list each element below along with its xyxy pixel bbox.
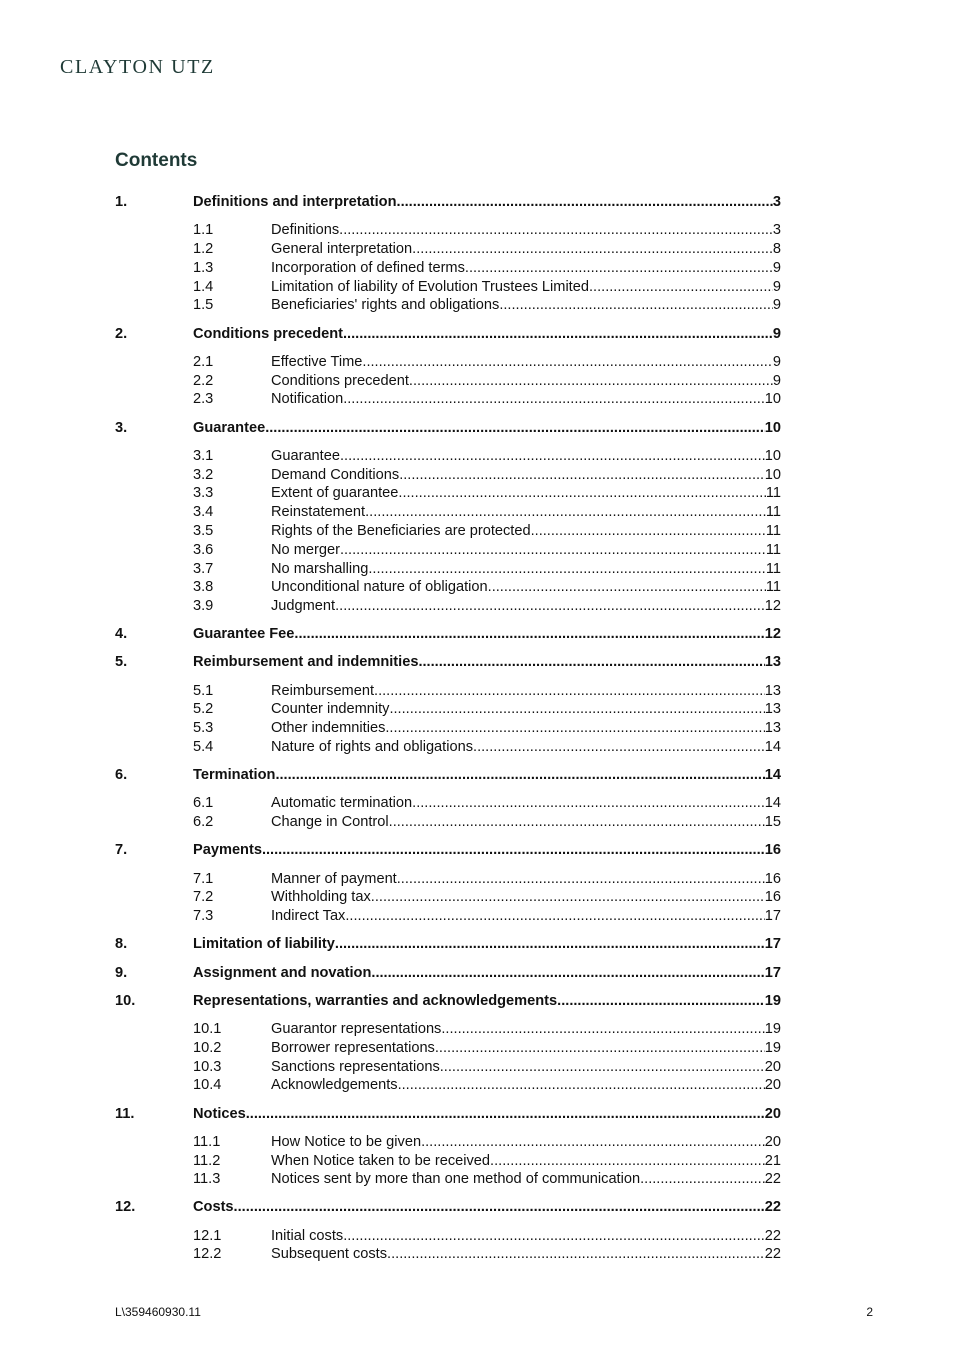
subsection-title: Withholding tax — [271, 889, 371, 906]
toc-subsection-entry[interactable] — [115, 1039, 781, 1058]
dot-leader — [465, 259, 773, 278]
dot-leader — [365, 503, 766, 522]
subsection-title: Acknowledgements — [271, 1077, 398, 1094]
toc-section-entry[interactable] — [115, 766, 781, 785]
subsection-page-number: 8 — [772, 240, 781, 257]
section-title: Assignment and novation — [193, 964, 372, 981]
section-number: 7. — [115, 842, 128, 859]
section-page-number: 10 — [764, 419, 781, 436]
subsection-number: 11.1 — [193, 1133, 221, 1150]
subsection-page-number: 9 — [772, 278, 781, 295]
subsection-title: Limitation of liability of Evolution Trustees Limited — [271, 278, 589, 295]
subsection-title: Borrower representations — [271, 1039, 435, 1056]
subsection-number: 3.4 — [193, 504, 214, 521]
subsection-title: General interpretation — [271, 240, 413, 257]
dot-leader — [557, 992, 765, 1011]
toc-subsection-entry[interactable] — [115, 682, 781, 701]
subsection-title: Initial costs — [271, 1227, 344, 1244]
dot-leader — [397, 870, 765, 889]
subsection-page-number: 9 — [772, 353, 781, 370]
subsection-number: 3.9 — [193, 598, 214, 615]
contents-heading: Contents — [115, 150, 198, 171]
subsection-title: Notification — [271, 391, 344, 408]
subsection-page-number: 11 — [765, 560, 781, 577]
subsection-page-number: 15 — [764, 814, 781, 831]
dot-leader — [441, 1020, 764, 1039]
page-number: 2 — [866, 1305, 873, 1319]
subsection-title: Subsequent costs — [271, 1246, 388, 1263]
subsection-page-number: 11 — [765, 522, 781, 539]
dot-leader — [374, 682, 765, 701]
section-number: 11. — [115, 1105, 135, 1122]
subsection-title: How Notice to be given — [271, 1133, 422, 1150]
toc-section-entry[interactable] — [115, 625, 781, 644]
section-number: 2. — [115, 325, 128, 342]
subsection-number: 3.6 — [193, 541, 214, 558]
subsection-page-number: 12 — [764, 598, 781, 615]
dot-leader — [398, 1076, 765, 1095]
dot-leader — [435, 1039, 765, 1058]
subsection-page-number: 14 — [764, 795, 781, 812]
toc-subsection-entry[interactable] — [115, 466, 781, 485]
subsection-number: 2.1 — [193, 353, 214, 370]
dot-leader — [335, 597, 765, 616]
toc-subsection-entry[interactable] — [115, 259, 781, 278]
dot-leader — [589, 278, 773, 297]
toc-subsection-entry[interactable] — [115, 597, 781, 616]
subsection-number: 5.2 — [193, 701, 214, 718]
toc-subsection-entry[interactable] — [115, 541, 781, 560]
subsection-page-number: 20 — [764, 1077, 781, 1094]
subsection-number: 10.4 — [193, 1077, 222, 1094]
dot-leader — [262, 841, 765, 860]
dot-leader — [398, 484, 765, 503]
document-reference: L\359460930.11 — [115, 1305, 201, 1319]
toc-section-entry[interactable] — [115, 1198, 781, 1217]
dot-leader — [385, 719, 764, 738]
toc-subsection-entry[interactable] — [115, 1133, 781, 1152]
dot-leader — [340, 447, 765, 466]
toc-subsection-entry[interactable] — [115, 278, 781, 297]
subsection-number: 1.2 — [193, 240, 214, 257]
section-title: Representations, warranties and acknowledgements — [193, 992, 558, 1009]
dot-leader — [412, 794, 765, 813]
section-page-number: 12 — [764, 626, 781, 643]
subsection-page-number: 19 — [764, 1039, 781, 1056]
dot-leader — [399, 466, 765, 485]
subsection-title: Unconditional nature of obligation — [271, 579, 488, 596]
subsection-title: Incorporation of defined terms — [271, 259, 465, 276]
subsection-page-number: 10 — [764, 391, 781, 408]
toc-subsection-entry[interactable] — [115, 1152, 781, 1171]
subsection-page-number: 13 — [764, 701, 781, 718]
subsection-number: 1.4 — [193, 278, 214, 295]
dot-leader — [389, 700, 764, 719]
section-number: 8. — [115, 936, 128, 953]
toc-subsection-entry[interactable] — [115, 503, 781, 522]
toc-subsection-entry[interactable] — [115, 1245, 781, 1264]
section-title: Guarantee — [193, 419, 266, 436]
subsection-number: 5.3 — [193, 720, 214, 737]
subsection-title: No marshalling — [271, 560, 369, 577]
subsection-number: 11.2 — [193, 1152, 221, 1169]
subsection-page-number: 13 — [764, 682, 781, 699]
section-title: Notices — [193, 1105, 246, 1122]
subsection-number: 3.2 — [193, 466, 214, 483]
toc-subsection-entry[interactable] — [115, 1227, 781, 1246]
section-title: Guarantee Fee — [193, 626, 295, 643]
toc-section-entry[interactable] — [115, 964, 781, 983]
section-page-number: 19 — [764, 992, 781, 1009]
dot-leader — [397, 193, 773, 212]
subsection-title: Definitions — [271, 222, 340, 239]
dot-leader — [371, 964, 764, 983]
toc-subsection-entry[interactable] — [115, 522, 781, 541]
subsection-title: Other indemnities — [271, 720, 386, 737]
subsection-title: Notices sent by more than one method of communication — [271, 1171, 641, 1188]
section-title: Conditions precedent — [193, 325, 343, 342]
section-page-number: 20 — [764, 1105, 781, 1122]
dot-leader — [490, 1152, 765, 1171]
dot-leader — [335, 935, 765, 954]
dot-leader — [368, 560, 766, 579]
subsection-title: Automatic termination — [271, 795, 413, 812]
subsection-page-number: 16 — [764, 889, 781, 906]
section-page-number: 17 — [764, 936, 781, 953]
section-number: 5. — [115, 654, 128, 671]
subsection-page-number: 3 — [772, 222, 781, 239]
toc-subsection-entry[interactable] — [115, 794, 781, 813]
dot-leader — [389, 813, 765, 832]
subsection-number: 12.2 — [193, 1246, 222, 1263]
toc-subsection-entry[interactable] — [115, 372, 781, 391]
toc-subsection-entry[interactable] — [115, 390, 781, 409]
dot-leader — [343, 325, 773, 344]
subsection-title: Guarantee — [271, 447, 340, 464]
section-number: 6. — [115, 767, 128, 784]
section-number: 10. — [115, 992, 136, 1009]
dot-leader — [294, 625, 764, 644]
subsection-number: 7.3 — [193, 908, 214, 925]
subsection-number: 1.1 — [193, 222, 214, 239]
subsection-title: Rights of the Beneficiaries are protected — [271, 522, 531, 539]
subsection-page-number: 22 — [764, 1246, 781, 1263]
dot-leader — [339, 221, 773, 240]
dot-leader — [531, 522, 766, 541]
dot-leader — [362, 353, 772, 372]
subsection-page-number: 19 — [764, 1020, 781, 1037]
section-page-number: 9 — [772, 325, 781, 342]
subsection-page-number: 13 — [764, 720, 781, 737]
dot-leader — [340, 541, 766, 560]
subsection-page-number: 17 — [764, 908, 781, 925]
section-title: Reimbursement and indemnities — [193, 654, 419, 671]
subsection-page-number: 22 — [764, 1171, 781, 1188]
dot-leader — [265, 419, 765, 438]
dot-leader — [440, 1058, 765, 1077]
subsection-title: Guarantor representations — [271, 1020, 442, 1037]
subsection-page-number: 11 — [765, 579, 781, 596]
subsection-page-number: 20 — [764, 1133, 781, 1150]
subsection-title: Reinstatement — [271, 504, 366, 521]
subsection-title: Nature of rights and obligations — [271, 739, 474, 756]
toc-subsection-entry[interactable] — [115, 578, 781, 597]
subsection-title: Conditions precedent — [271, 372, 409, 389]
subsection-title: Change in Control — [271, 814, 389, 831]
subsection-title: Reimbursement — [271, 682, 375, 699]
subsection-page-number: 11 — [765, 541, 781, 558]
subsection-number: 10.2 — [193, 1039, 222, 1056]
subsection-title: Counter indemnity — [271, 701, 390, 718]
subsection-title: No merger — [271, 541, 340, 558]
toc-subsection-entry[interactable] — [115, 353, 781, 372]
subsection-number: 7.2 — [193, 889, 214, 906]
toc-section-entry[interactable] — [115, 935, 781, 954]
dot-leader — [409, 372, 773, 391]
section-title: Payments — [193, 842, 262, 859]
subsection-title: Sanctions representations — [271, 1058, 440, 1075]
toc-section-entry[interactable] — [115, 653, 781, 672]
section-title: Limitation of liability — [193, 936, 335, 953]
subsection-title: Demand Conditions — [271, 466, 400, 483]
section-number: 9. — [115, 964, 128, 981]
subsection-page-number: 9 — [772, 297, 781, 314]
toc-subsection-entry[interactable] — [115, 560, 781, 579]
section-page-number: 14 — [764, 767, 781, 784]
section-number: 1. — [115, 194, 128, 210]
toc-subsection-entry[interactable] — [115, 813, 781, 832]
section-number: 4. — [115, 626, 128, 643]
dot-leader — [499, 296, 773, 315]
subsection-page-number: 9 — [772, 372, 781, 389]
subsection-number: 1.3 — [193, 259, 214, 276]
firm-logo: CLAYTON UTZ — [60, 56, 215, 78]
section-title: Costs — [193, 1199, 234, 1216]
subsection-page-number: 22 — [764, 1227, 781, 1244]
toc-subsection-entry[interactable] — [115, 888, 781, 907]
subsection-page-number: 21 — [764, 1152, 781, 1169]
dot-leader — [234, 1198, 765, 1217]
subsection-page-number: 14 — [764, 739, 781, 756]
toc-section-entry[interactable] — [115, 841, 781, 860]
toc-subsection-entry[interactable] — [115, 1020, 781, 1039]
section-page-number: 22 — [764, 1199, 781, 1216]
dot-leader — [345, 907, 764, 926]
toc-subsection-entry[interactable] — [115, 1076, 781, 1095]
subsection-page-number: 11 — [765, 504, 781, 521]
subsection-title: Beneficiaries' rights and obligations — [271, 297, 500, 314]
subsection-number: 12.1 — [193, 1227, 222, 1244]
toc-subsection-entry[interactable] — [115, 738, 781, 757]
toc-subsection-entry[interactable] — [115, 870, 781, 889]
toc-subsection-entry[interactable] — [115, 447, 781, 466]
dot-leader — [343, 1227, 765, 1246]
toc-subsection-entry[interactable] — [115, 719, 781, 738]
toc-subsection-entry[interactable] — [115, 240, 781, 259]
toc-section-entry[interactable] — [115, 193, 781, 212]
dot-leader — [387, 1245, 765, 1264]
section-number: 3. — [115, 419, 128, 436]
subsection-number: 10.1 — [193, 1020, 222, 1037]
subsection-number: 1.5 — [193, 297, 214, 314]
subsection-number: 7.1 — [193, 870, 214, 887]
section-title: Termination — [193, 767, 276, 784]
dot-leader — [421, 1133, 765, 1152]
subsection-number: 11.3 — [193, 1171, 221, 1188]
dot-leader — [418, 653, 764, 672]
dot-leader — [488, 578, 766, 597]
toc-subsection-entry[interactable] — [115, 907, 781, 926]
toc-subsection-entry[interactable] — [115, 700, 781, 719]
subsection-title: Effective Time — [271, 353, 363, 370]
table-of-contents — [115, 193, 781, 1264]
toc-subsection-entry[interactable] — [115, 484, 781, 503]
subsection-number: 3.5 — [193, 522, 214, 539]
toc-section-entry[interactable] — [115, 1105, 781, 1124]
subsection-number: 10.3 — [193, 1058, 222, 1075]
subsection-number: 3.7 — [193, 560, 214, 577]
subsection-page-number: 20 — [764, 1058, 781, 1075]
toc-subsection-entry[interactable] — [115, 296, 781, 315]
toc-section-entry[interactable] — [115, 992, 781, 1011]
toc-subsection-entry[interactable] — [115, 221, 781, 240]
subsection-page-number: 10 — [764, 447, 781, 464]
subsection-number: 2.3 — [193, 391, 214, 408]
subsection-number: 6.1 — [193, 795, 214, 812]
subsection-title: Indirect Tax — [271, 908, 346, 925]
toc-subsection-entry[interactable] — [115, 1058, 781, 1077]
dot-leader — [343, 390, 765, 409]
section-title: Definitions and interpretation — [193, 194, 397, 210]
toc-section-entry[interactable] — [115, 419, 781, 438]
subsection-page-number: 11 — [765, 485, 781, 502]
dot-leader — [640, 1170, 765, 1189]
subsection-number: 3.8 — [193, 579, 214, 596]
dot-leader — [371, 888, 765, 907]
dot-leader — [473, 738, 765, 757]
toc-subsection-entry[interactable] — [115, 1170, 781, 1189]
subsection-number: 6.2 — [193, 814, 214, 831]
subsection-title: Manner of payment — [271, 870, 397, 887]
section-page-number: 13 — [764, 654, 781, 671]
dot-leader — [412, 240, 773, 259]
toc-section-entry[interactable] — [115, 325, 781, 344]
subsection-title: Judgment — [271, 598, 336, 615]
section-page-number: 17 — [764, 964, 781, 981]
subsection-title: Extent of guarantee — [271, 485, 399, 502]
dot-leader — [246, 1105, 765, 1124]
subsection-number: 3.1 — [193, 447, 214, 464]
subsection-page-number: 16 — [764, 870, 781, 887]
subsection-page-number: 9 — [772, 259, 781, 276]
dot-leader — [275, 766, 764, 785]
subsection-number: 5.4 — [193, 739, 214, 756]
section-page-number: 3 — [772, 194, 781, 210]
section-number: 12. — [115, 1199, 136, 1216]
subsection-page-number: 10 — [764, 466, 781, 483]
subsection-number: 5.1 — [193, 682, 214, 699]
section-page-number: 16 — [764, 842, 781, 859]
subsection-title: When Notice taken to be received — [271, 1152, 491, 1169]
subsection-number: 2.2 — [193, 372, 214, 389]
subsection-number: 3.3 — [193, 485, 214, 502]
